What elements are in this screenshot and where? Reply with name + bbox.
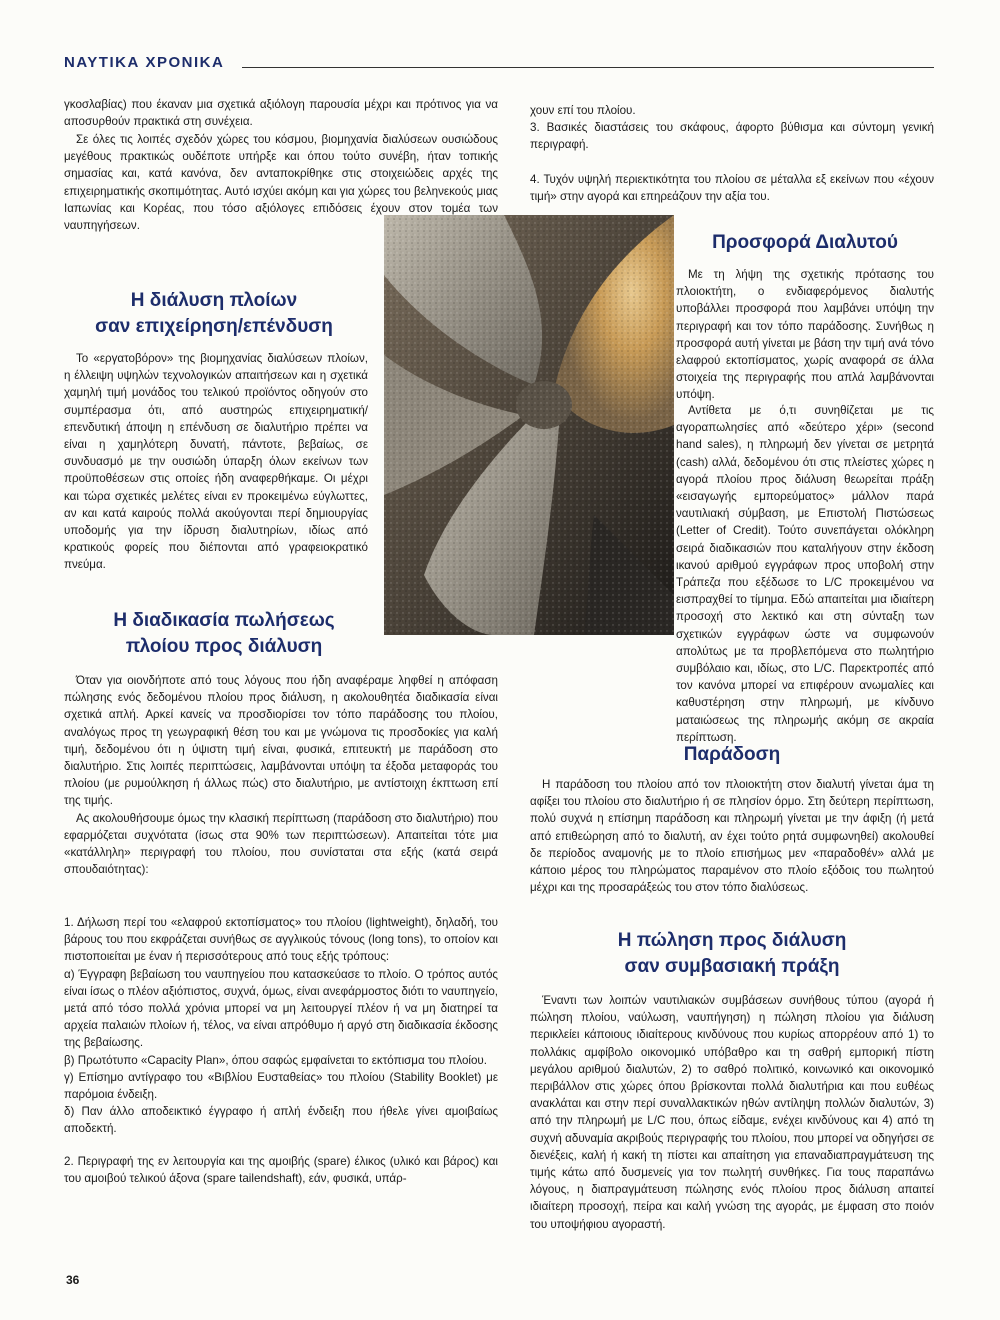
- list-item: 1. Δήλωση περί του «ελαφρού εκτοπίσματος» του πλοίου (lightweight), δηλαδή, του βάρους του που εκφράζεται συνήθως σε αγγλικούς τόνους (long tons), το οποίον και πιστοποιείται με έναν ή περισσότερους από τους εξής τρόπους:: [64, 916, 498, 964]
- heading-line: Η πώληση προς διάλυση: [617, 930, 847, 951]
- left-top-text: [64, 96, 498, 130]
- paragraph: Ας ακολουθήσουμε όμως την κλασική περίπτωση (παράδοση στο διαλυτήριο) που εφαρμόζεται συχνότατα (ίσως στα 90% των περιπτώσεων). Απαιτείται τότε μια «κατάλληλη» περιγραφή του πλοίου, που συνίσταται στα εξής (κατά σειρά σπουδαιότητας):: [64, 811, 498, 877]
- section-sale-process-text: [64, 672, 498, 878]
- section-offer-text: [676, 266, 934, 404]
- heading-line: Η διαδικασία πωλήσεως: [113, 610, 335, 631]
- section-heading-offer: [676, 230, 934, 256]
- heading-line: πλοίου προς διάλυση: [125, 636, 323, 657]
- magazine-title: ΝΑΥΤΙΚΑ ΧΡΟΝΙΚΑ: [64, 54, 225, 71]
- heading-line: Παράδοση: [683, 744, 781, 765]
- section-investment-text: [64, 350, 368, 574]
- paragraph: γκοσλαβίας) που έκαναν μια σχετικά αξιόλογη παρουσία μέχρι και πρότινος για να αποσυρθούν πρακτικά στη συνέχεια.: [64, 98, 498, 129]
- section-contract-text: [530, 992, 934, 1233]
- left-top-text-2: [64, 131, 498, 233]
- list-item: δ) Παν άλλο αποδεικτικό έγγραφο ή απλή ένδειξη που ήθελε γίνει αμοιβαίως αποδεκτή.: [64, 1105, 498, 1136]
- section-heading-contract: [530, 928, 934, 980]
- paragraph: Με τη λήψη της σχετικής πρότασης του πλοιοκτήτη, ο ενδιαφερόμενος διαλυτής υποβάλλει προσφορά που λαμβάνει υπόψη την περιγραφή και τον τόπο παράδοσης. Συνήθως η προσφορά αυτή γίνεται με βάση την τιμή ανά τόνο ελαφρού εκτοπίσματος, χωρίς αναφορά σε άλλα στοιχεία της περιγραφής που απλά λαμβάνονται υπόψη.: [676, 268, 934, 402]
- paragraph: χουν επί του πλοίου.: [530, 104, 636, 117]
- list-item: β) Πρωτότυπο «Capacity Plan», όπου σαφώς εμφαίνεται το εκτόπισμα του πλοίου.: [64, 1053, 487, 1067]
- section-heading-sale-process: [64, 608, 384, 660]
- ship-propeller-image: [384, 215, 674, 635]
- section-offer-text-2: [676, 402, 934, 744]
- heading-line: Προσφορά Διαλυτού: [712, 232, 898, 253]
- paragraph: Η παράδοση του πλοίου από τον πλοιοκτήτη στον διαλυτή γίνεται άμα τη αφίξει του πλοίου στο διαλυτήριο ή σε πλησίον όρμο. Στη δεύτερη περίπτωση, πολύ συχνά η επίσημη παράδοση και πληρωμή γίνεται με την άφιξη (ή μετά από επιθεώρηση από το διαλυτή, αν έχει τούτο ρητά συμφωνηθεί) ακολουθεί δε περίοδος αναμονής με το πλοίο επισήμως μεν «παραδοθέν» αλλά με κάποιο μέρος του πληρώματος παραμένον στο πλοίο εξόδοις του πωλητού μέχρι και της προσαράξεώς του στον τόπο διαλύσεως.: [530, 778, 934, 895]
- right-top-text: [530, 102, 934, 205]
- heading-line: σαν συμβασιακή πράξη: [624, 956, 840, 977]
- paragraph: Όταν για οιονδήποτε από τους λόγους που ήδη αναφέραμε ληφθεί η απόφαση πώλησης ενός δεδομένου πλοίου προς διάλυση, η ακολουθητέα διαδικασία είναι σχετικά απλή. Αρκεί κανείς να προσδιορίσει τον τόπο παράδοσης του πλοίου, αναλόγως προς τη γεωγραφική θέση του και με γνώμονα τις προσδοκίες για καλή τιμή, δεδομένου ότι η ύψιστη τιμή είναι, φυσικά, επιτευκτή με παράδοση στο διαλυτήριο. Στις λοιπές περιπτώσεις, λαμβάνονται υπόψη τα έξοδα μεταφοράς του πλοίου (με ρυμούλκηση ή άλλως πώς) στο διαλυτήριο, με αντίστοιχη έκπτωση επί της τιμής.: [64, 674, 498, 808]
- paragraph: 3. Βασικές διαστάσεις του σκάφους, άφορτο βύθισμα και σύντομη γενική περιγραφή.: [530, 121, 934, 152]
- heading-line: σαν επιχείρηση/επένδυση: [95, 316, 333, 337]
- paragraph: 4. Τυχόν υψηλή περιεκτικότητα του πλοίου σε μέταλλα εξ εκείνων που «έχουν τιμή» στην αγορά και επηρεάζουν την αξία του.: [530, 172, 934, 203]
- paragraph: Έναντι των λοιπών ναυτιλιακών συμβάσεων συνήθους τύπου (αγορά ή πώληση πλοίου, ναύλωση, ναυπήγηση) η πώληση πλοίου για διάλυση περικλείει κάποιους ιδιαίτερους κινδύνους που κυρίως απορρέουν από 1) το πολλάκις αμφίβολο οικονομικό υπόβαθρο και τη σαθρή εμπορική πίστη μεγάλου αριθμού διαλυτών, 2) το σαθρό πολιτικό, κοινωνικό και οικονομικό περιβάλλον στις χώρες όπου βρίσκονται πολλά διαλυτήρια και που ευθέως ανακλάται και στην περί συναλλακτικών ηθών αντίληψη πολλών διαλυτών, 3) από την πληρωμή με L/C που, όπως είδαμε, ενέχει κινδύνους και 4) από τη συχνή αδυναμία ακριβούς περιγραφής του πλοίου, που μπορεί να οδηγήσει σε διενέξεις, καλή ή κακή τη πίστει και απαίτηση για επαναδιαπραγμάτευση της τιμής κάτω από δυσμενείς για τον πωλητή συνθήκες. Για τους παραπάνω λόγους, η διαπραγμάτευση πώλησης ενός πλοίου προς διάλυση απαιτεί ιδιαίτερη προσοχή, πείρα και καλή γνώση της αγοράς, με έμφαση στο ποιόν του υποψήφιου αγοραστή.: [530, 994, 934, 1231]
- page-number: 36: [66, 1273, 80, 1287]
- masthead: [64, 54, 934, 78]
- paragraph: Το «εργατοβόρον» της βιομηχανίας διαλύσεων πλοίων, η έλλειψη υψηλών τεχνολογικών απαιτήσεων και η σχετικά χαμηλή τιμή μονάδος του τελικού προϊόντος οδηγούν στο συμπέρασμα ότι, από αυστηρώς επιχειρηματική/επενδυτική άποψη η επένδυση σε διαλυτήριο πρέπει να είναι η χαμηλότερη δυνατή, πάντοτε, βεβαίως, σε συνδυασμό με την ουσιώδη ύπαρξη όλων εκείνων των προϋποθέσεων στις οποίες ήδη αναφερθήκαμε. Οι μέχρι και τώρα σχετικές μελέτες είναι εν προκειμένω εύγλωττες, αν και κατά καιρούς πολλά ακούγονται περί δημιουργίας υποδομής για την ίδρυση διαλυτηρίων, ιδίως από κρατικούς φορείς που διέπονται από γραφειοκρατικό πνεύμα.: [64, 352, 368, 572]
- propeller-illustration: [384, 215, 674, 635]
- list-item: 2. Περιγραφή της εν λειτουργία και της αμοιβής (spare) έλικος (υλικό και βάρος) και του αμοιβού τελικού άξονα (spare tailendshaft), εάν, φυσικά, υπάρ-: [64, 1154, 498, 1185]
- paragraph: Σε όλες τις λοιπές σχεδόν χώρες του κόσμου, βιομηχανία διαλύσεων ουσιώδους μεγέθους πρακτικώς ουδέποτε υπήρξε και όπου τούτο συνέβη, ήταν τοπικής σημασίας και, κατά κανόνα, δεν ανταποκρίθηκε στις στοιχειώδεις αρχές της επιχειρηματικής σκοπιμότητας. Αυτό ισχύει ακόμη και για χώρες του βεληνεκούς μιας Ιαπωνίας και Κορέας, που τόσο αξιόλογες επιδόσεις έχουν στον τομέα των ναυπηγήσεων.: [64, 133, 498, 233]
- list-item: α) Έγγραφη βεβαίωση του ναυπηγείου που κατασκεύασε το πλοίο. Ο τρόπος αυτός είναι ίσως ο πλέον αξιόπιστος, συχνά, όμως, είναι ανεφάρμοστος διότι το ναυπηγείο, μετά από τόσο πολλά χρόνια μπορεί να μη λειτουργεί πλέον ή να μη διατηρεί τα αρχεία παλαιών πλοίων ή, τέλος, να είναι απρόθυμο ή αργό στη διαδικασία έκδοσης της βεβαίωσης.: [64, 967, 498, 1050]
- section-heading-delivery: [530, 742, 934, 768]
- section-heading-investment: [64, 288, 364, 340]
- description-list: [64, 914, 498, 1187]
- list-item: γ) Επίσημο αντίγραφο του «Βιβλίου Ευσταθείας» του πλοίου (Stability Booklet) με παρόμοια ένδειξη.: [64, 1070, 498, 1102]
- section-delivery-text: [530, 776, 934, 896]
- heading-line: Η διάλυση πλοίων: [130, 290, 298, 311]
- header-rule: [242, 67, 934, 68]
- paragraph: Αντίθετα με ό,τι συνηθίζεται με τις αγοραπωλησίες από «δεύτερο χέρι» (second hand sales), η πληρωμή δεν γίνεται σε μετρητά (cash) αλλά, δεδομένου ότι στις πλείστες χώρες η αγορά πλοίου προς διάλυση θεωρείται πράξη «εισαγωγής εμπορεύματος» μάλλον παρά ναυτιλιακή σύμβαση, με Επιστολή Πιστώσεως (Letter of Credit). Τούτο συνεπάγεται ολόκληρη σειρά διαδικασιών που καταλήγουν στην έκδοση ικανού αριθμού εγγράφων προς υποβολή στην Τράπεζα που εξέδωσε το L/C προκειμένου να εισπραχθεί το τίμημα. Εδώ απαιτείται μια ιδιαίτερη προσοχή στο λεκτικό και στη σύνταξη των σχετικών εγγράφων ώστε να συμφωνούν απολύτως με τα προβλεπόμενα στο πωλητήριο συμβόλαιο και, ιδίως, στο L/C. Παρεκτροπές από τον κανόνα μπορεί να επιφέρουν ανωμαλίες και καθυστέρηση στην πληρωμή, με κίνδυνο ματαιώσεως της πληρωμής ακόμη σε ακραία περίπτωση.: [676, 404, 934, 744]
